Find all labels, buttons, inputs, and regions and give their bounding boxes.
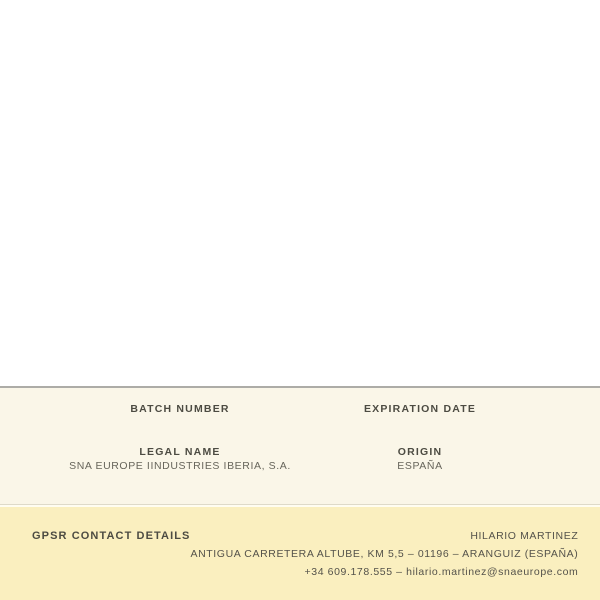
origin-value: ESPAÑA: [397, 460, 443, 472]
batch-number-label: BATCH NUMBER: [130, 403, 230, 415]
contact-name: HILARIO MARTINEZ: [470, 530, 579, 542]
fields-section: [0, 388, 600, 505]
gpsr-contact-lines: [190, 527, 578, 581]
contact-address: ANTIGUA CARRETERA ALTUBE, KM 5,5 – 01196 – ARANGUIZ (ESPAÑA): [190, 548, 579, 560]
gpsr-contact-heading: GPSR CONTACT DETAILS: [32, 530, 191, 542]
contact-phone-email: +34 609.178.555 – hilario.martinez@snaeurope.com: [304, 566, 579, 578]
origin-field: [300, 445, 540, 473]
legal-name-value: SNA EUROPE IINDUSTRIES IBERIA, S.A.: [69, 460, 291, 472]
expiration-date-field: [300, 402, 540, 416]
origin-label: ORIGIN: [397, 446, 443, 458]
expiration-date-label: EXPIRATION DATE: [363, 403, 477, 415]
batch-number-field: [60, 402, 300, 416]
gpsr-contact-section: [0, 505, 600, 600]
legal-name-label: LEGAL NAME: [139, 446, 221, 458]
legal-name-field: [60, 445, 300, 473]
